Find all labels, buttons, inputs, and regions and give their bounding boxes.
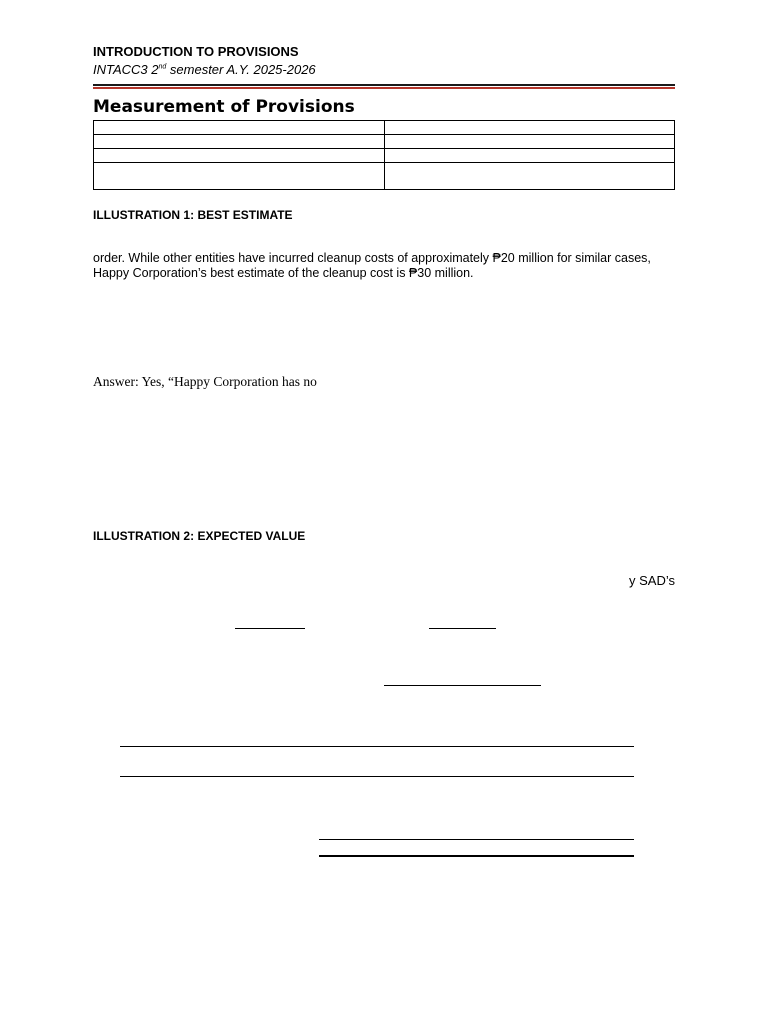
table-row (94, 121, 675, 135)
table-cell (94, 163, 385, 190)
table-rule (120, 776, 634, 777)
table-rule (120, 746, 634, 747)
table-row (94, 135, 675, 149)
section-heading: Measurement of Provisions (93, 97, 355, 117)
course-term: semester A.Y. 2025-2026 (166, 62, 316, 77)
answer-text: Answer: Yes, “Happy Corporation has no (93, 374, 317, 389)
illustration-2-fragment: y SAD’s (629, 573, 675, 588)
table-row (94, 163, 675, 190)
blank-line (384, 685, 541, 686)
illustration-2-heading: ILLUSTRATION 2: EXPECTED VALUE (93, 529, 306, 543)
total-rule (319, 839, 634, 840)
table-cell (385, 121, 675, 135)
illustration-1-paragraph (93, 251, 675, 281)
course-code: INTACC3 2 (93, 62, 159, 77)
paragraph-line: Happy Corporation’s best estimate of the cleanup cost is ₱30 million. (93, 266, 474, 280)
header-divider-black (93, 84, 675, 86)
table-row (94, 149, 675, 163)
course-ordinal: nd (158, 63, 167, 71)
measurement-table (93, 120, 675, 190)
course-title: INTRODUCTION TO PROVISIONS (93, 44, 299, 59)
illustration-1-heading: ILLUSTRATION 1: BEST ESTIMATE (93, 208, 293, 222)
table-cell (94, 149, 385, 163)
paragraph-line: order. While other entities have incurred cleanup costs of approximately ₱20 million for similar cases, (93, 251, 651, 265)
header-divider-red (93, 87, 675, 89)
table-cell (94, 121, 385, 135)
course-subtitle (93, 62, 316, 77)
blank-line (235, 628, 305, 629)
total-rule (319, 855, 634, 857)
table-cell (385, 135, 675, 149)
table-cell (385, 149, 675, 163)
table-cell (385, 163, 675, 190)
blank-line (429, 628, 496, 629)
table-cell (94, 135, 385, 149)
